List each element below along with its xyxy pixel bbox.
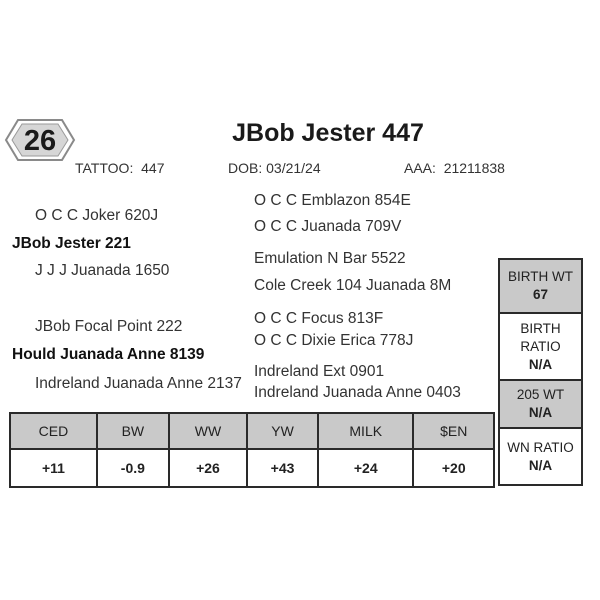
dob-value: 03/21/24 (266, 160, 321, 176)
epd-header-milk: MILK (318, 413, 414, 449)
epd-value-ced: +11 (10, 449, 97, 487)
epd-value-milk: +24 (318, 449, 414, 487)
pedigree-dam: Hould Juanada Anne 8139 (12, 346, 205, 363)
epd-value-bw: -0.9 (97, 449, 169, 487)
epd-table (9, 412, 495, 488)
wn-ratio-value: N/A (528, 457, 553, 473)
dob-field (228, 160, 321, 176)
pedigree-dam-dam: Indreland Juanada Anne 2137 (35, 375, 242, 392)
epd-value-yw: +43 (247, 449, 318, 487)
pedigree-sire-sire: O C C Joker 620J (35, 207, 159, 224)
aaa-field (404, 160, 505, 176)
birth-ratio-label-2: RATIO (520, 338, 561, 354)
birth-ratio-cell (499, 313, 582, 380)
lot-number: 26 (23, 125, 57, 157)
pedigree-sire-sire-sire: O C C Emblazon 854E (254, 192, 411, 209)
pedigree-dam-sire-dam: O C C Dixie Erica 778J (254, 332, 414, 349)
aaa-value: 21211838 (443, 160, 505, 176)
tattoo-field (75, 160, 164, 176)
epd-header-en: $EN (413, 413, 494, 449)
wt205-label: 205 WT (516, 387, 565, 403)
birth-ratio-value: N/A (528, 356, 553, 372)
pedigree-dam-dam-dam: Indreland Juanada Anne 0403 (254, 384, 461, 401)
pedigree-sire-sire-dam: O C C Juanada 709V (254, 218, 402, 235)
pedigree-dam-sire: JBob Focal Point 222 (35, 318, 183, 335)
epd-value-ww: +26 (169, 449, 247, 487)
epd-value-row (10, 449, 494, 487)
wn-ratio-cell (499, 428, 582, 485)
epd-header-row (10, 413, 494, 449)
animal-name: JBob Jester 447 (232, 119, 424, 147)
aaa-label: AAA: (404, 160, 436, 176)
performance-table (498, 258, 583, 486)
epd-header-bw: BW (97, 413, 169, 449)
pedigree-sire: JBob Jester 221 (12, 235, 131, 252)
epd-header-ced: CED (10, 413, 97, 449)
birth-wt-label: BIRTH WT (508, 269, 573, 285)
tattoo-value: 447 (141, 160, 165, 176)
epd-header-yw: YW (247, 413, 318, 449)
tattoo-label: TATTOO: (75, 160, 134, 176)
epd-header-ww: WW (169, 413, 247, 449)
pedigree-sire-dam-sire: Emulation N Bar 5522 (254, 250, 406, 267)
dob-label: DOB: (228, 160, 263, 176)
pedigree-sire-dam: J J J Juanada 1650 (35, 262, 170, 279)
birth-wt-cell (499, 259, 582, 313)
pedigree-dam-sire-sire: O C C Focus 813F (254, 310, 384, 327)
pedigree-sire-dam-dam: Cole Creek 104 Juanada 8M (254, 277, 452, 294)
birth-wt-value: 67 (532, 287, 549, 303)
birth-ratio-label-1: BIRTH (520, 320, 561, 336)
pedigree-dam-dam-sire: Indreland Ext 0901 (254, 363, 385, 380)
epd-value-en: +20 (413, 449, 494, 487)
wt205-value: N/A (528, 405, 553, 421)
wt205-cell (499, 380, 582, 428)
wn-ratio-label: WN RATIO (507, 439, 574, 455)
